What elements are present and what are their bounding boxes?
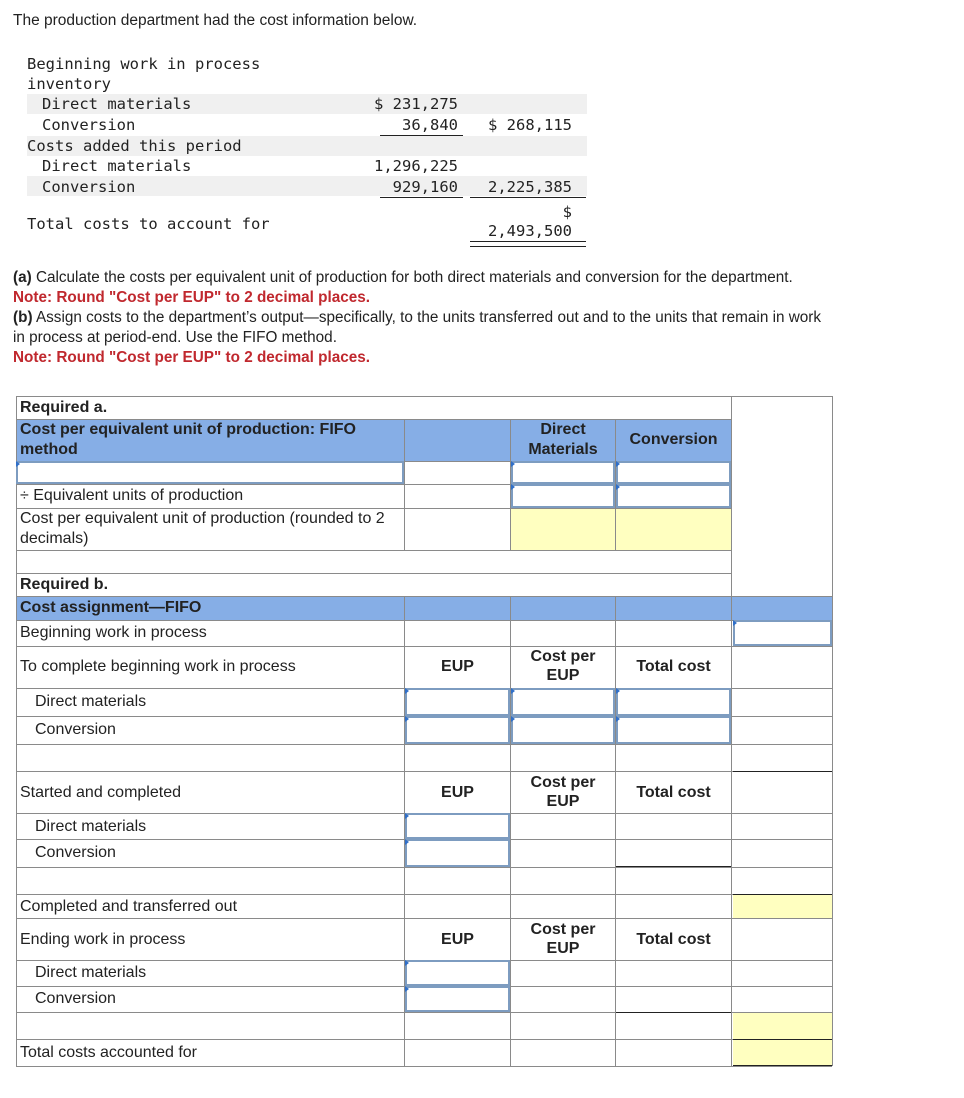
eup-dm-input[interactable] — [511, 484, 615, 508]
double-underline — [470, 241, 586, 247]
total-rule — [616, 866, 731, 867]
total-cost-col-header: Total cost — [636, 931, 711, 948]
beg-conv-label: Conversion — [42, 116, 136, 134]
instruction-b-text-2: in process at period-end. Use the FIFO method. — [13, 329, 337, 346]
transferred-total-cell — [733, 895, 832, 918]
instruction-a-prefix: (a) — [13, 269, 32, 286]
conv-row-label: Conversion — [35, 844, 116, 861]
cost-per-col-header-2: EUP — [546, 793, 580, 810]
cost-per-col-header: Cost per — [530, 648, 596, 665]
cost-dm-input[interactable] — [511, 461, 615, 484]
beg-dm-total-input[interactable] — [616, 688, 731, 716]
started-completed-label: Started and completed — [20, 784, 181, 801]
total-rule — [616, 1012, 731, 1013]
instruction-a-text: Calculate the costs per equivalent unit of production for both direct materials and conversion for the department. — [31, 269, 793, 286]
underline — [470, 197, 586, 198]
sc-conv-eup-input[interactable] — [405, 839, 510, 867]
instruction-b-text: Assign costs to the department’s output—specifically, to the units transferred out and to the units that remain in work — [32, 309, 822, 326]
grid-line — [832, 396, 833, 1066]
grid-line — [16, 771, 832, 772]
grid-line — [16, 596, 832, 597]
to-complete-label: To complete beginning work in process — [20, 658, 296, 675]
col-header-materials: Materials — [528, 441, 598, 458]
grid-line — [404, 419, 405, 550]
beg-total-value: $ 268,115 — [488, 116, 572, 134]
cost-per-col-header: Cost per — [530, 774, 596, 791]
required-a-title: Cost per equivalent unit of production: FIFO — [20, 421, 356, 438]
beg-conv-cost-input[interactable] — [511, 716, 615, 744]
dm-row-label: Direct materials — [35, 964, 147, 981]
grid-line — [16, 1039, 832, 1040]
instruction-a-note: Note: Round "Cost per EUP" to 2 decimal places. — [13, 289, 371, 306]
beg-conv-total-input[interactable] — [616, 716, 731, 744]
instruction-b-prefix: (b) — [13, 309, 33, 326]
grid-line — [16, 550, 731, 551]
required-a-heading: Required a. — [20, 399, 108, 416]
total-accounted-label: Total costs accounted for — [20, 1044, 197, 1061]
grid-line — [16, 646, 832, 647]
sc-dm-eup-input[interactable] — [405, 813, 510, 839]
cost-conv-input[interactable] — [616, 461, 731, 484]
beg-conv-eup-input[interactable] — [405, 716, 510, 744]
total-rule — [733, 894, 832, 895]
grid-line — [16, 396, 832, 397]
grid-line — [16, 894, 832, 895]
beg-wip-label: Beginning work in process — [27, 55, 261, 73]
added-dm-label: Direct materials — [42, 157, 192, 175]
total-dollar: $ — [562, 203, 572, 221]
added-label: Costs added this period — [27, 137, 242, 155]
added-dm-value: 1,296,225 — [374, 157, 458, 175]
added-total-value: 2,225,385 — [488, 178, 572, 196]
underline — [380, 135, 463, 136]
grid-line — [16, 620, 832, 621]
total-rule — [733, 1039, 832, 1040]
cost-per-col-header-2: EUP — [546, 940, 580, 957]
completed-transferred-label: Completed and transferred out — [20, 898, 238, 915]
grid-line — [16, 744, 832, 745]
grid-line — [731, 396, 732, 1066]
grid-line — [16, 508, 731, 509]
required-b-heading: Required b. — [20, 576, 109, 593]
total-value: 2,493,500 — [488, 222, 572, 240]
beg-wip-total-input[interactable] — [733, 620, 832, 646]
instruction-b-note: Note: Round "Cost per EUP" to 2 decimal places. — [13, 349, 371, 366]
required-a-title-2: method — [20, 441, 78, 458]
row-label-cost-per-eup-2: decimals) — [20, 530, 89, 547]
cost-per-col-header: Cost per — [530, 921, 596, 938]
grand-total-cell — [733, 1040, 832, 1066]
beg-dm-cost-input[interactable] — [511, 688, 615, 716]
conv-row-label: Conversion — [35, 990, 116, 1007]
grid-line — [16, 396, 17, 1066]
ending-wip-label: Ending work in process — [20, 931, 186, 948]
beg-dm-eup-input[interactable] — [405, 688, 510, 716]
row-label-eup: ÷ Equivalent units of production — [20, 487, 244, 504]
cost-label-input[interactable] — [16, 461, 404, 484]
eup-conv-input[interactable] — [616, 484, 731, 508]
col-header-direct: Direct — [540, 421, 586, 438]
eup-col-header: EUP — [441, 931, 474, 948]
cost-per-eup-conv-cell — [616, 508, 731, 550]
dm-row-label: Direct materials — [35, 693, 147, 710]
cost-per-col-header-2: EUP — [546, 667, 580, 684]
eup-col-header: EUP — [441, 784, 474, 801]
required-b-title: Cost assignment—FIFO — [20, 599, 202, 616]
ending-wip-total-cell — [733, 1013, 832, 1039]
beg-dm-label: Direct materials — [42, 95, 192, 113]
added-conv-label: Conversion — [42, 178, 136, 196]
beg-dm-value: $ 231,275 — [374, 95, 458, 113]
grid-line — [16, 1066, 832, 1067]
col-header-conversion: Conversion — [629, 431, 718, 448]
total-label: Total costs to account for — [27, 215, 270, 233]
ewip-conv-eup-input[interactable] — [405, 986, 510, 1012]
underline — [380, 197, 463, 198]
instruction-a — [13, 268, 958, 288]
total-rule — [733, 1065, 832, 1066]
row-label-cost-per-eup: Cost per equivalent unit of production (rounded to 2 — [20, 510, 385, 527]
grid-line — [16, 918, 832, 919]
grid-line — [16, 419, 731, 420]
ewip-dm-eup-input[interactable] — [405, 960, 510, 986]
eup-col-header: EUP — [441, 658, 474, 675]
total-rule — [733, 771, 832, 772]
beg-wip-row-label: Beginning work in process — [20, 624, 207, 641]
beg-wip-label-2: inventory — [27, 75, 111, 93]
total-cost-col-header: Total cost — [636, 784, 711, 801]
cost-per-eup-dm-cell — [511, 508, 616, 550]
intro-text: The production department had the cost information below. — [13, 12, 418, 29]
added-conv-value: 929,160 — [392, 178, 458, 196]
instruction-b — [13, 308, 958, 328]
grid-line — [16, 867, 832, 868]
beg-conv-value: 36,840 — [402, 116, 458, 134]
conv-row-label: Conversion — [35, 721, 116, 738]
total-cost-col-header: Total cost — [636, 658, 711, 675]
grid-line — [16, 573, 731, 574]
instructions — [13, 268, 958, 368]
dm-row-label: Direct materials — [35, 818, 147, 835]
